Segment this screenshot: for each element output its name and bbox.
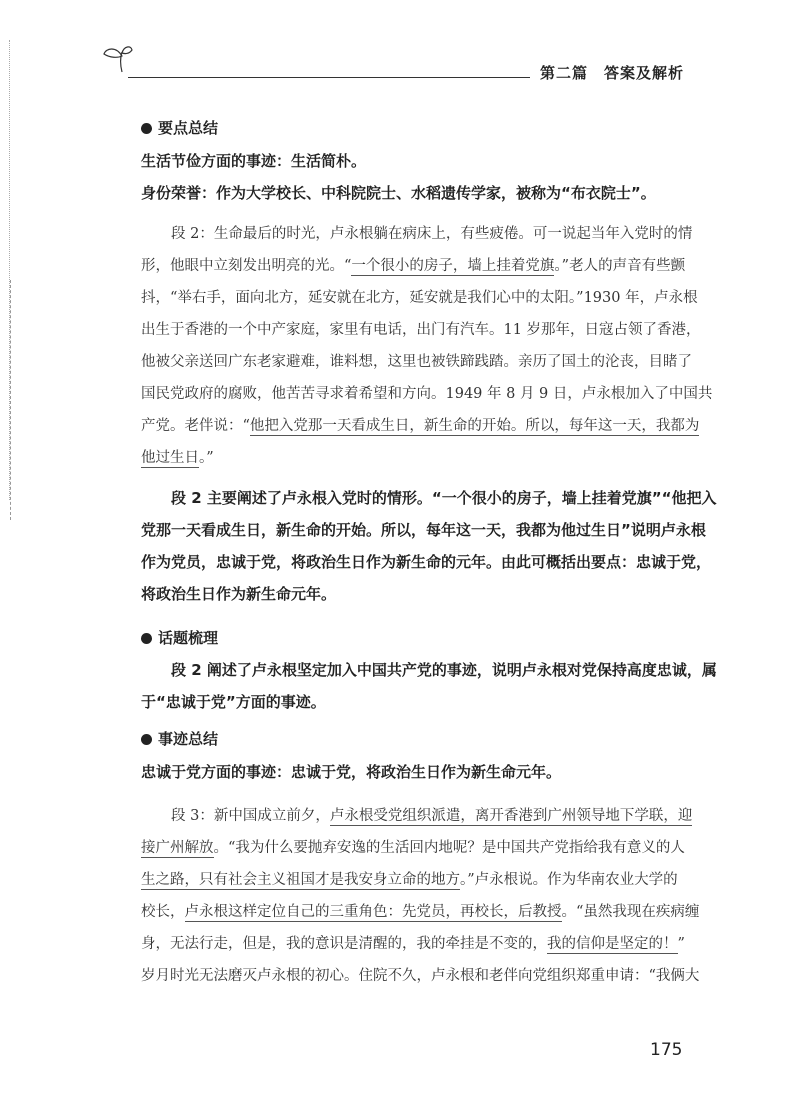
analysis-block: [141, 482, 717, 610]
text-line: 形，他眼中立刻发出明亮的光。“一个很小的房子，墙上挂着党旗。”老人的声音有些颤: [141, 258, 686, 274]
underlined-quote: 卢永根这样定位自己的三重角色：先党员，再校长，后教授: [184, 904, 562, 920]
text-line: 身，无法行走，但是，我的意识是清醒的，我的牵挂是不变的，我的信仰是坚定的！”: [141, 936, 685, 952]
underlined-quote: 我的信仰是坚定的！: [547, 936, 678, 952]
header-title: 第二篇 答案及解析: [540, 64, 685, 82]
topic-line: 于“忠诚于党”方面的事迹。: [141, 693, 326, 711]
header-rule: [128, 77, 530, 78]
underlined-quote: 生之路，只有社会主义祖国才是我安身立命的地方: [141, 872, 460, 888]
page-number: 175: [650, 1040, 683, 1060]
paragraph-3: [141, 800, 700, 992]
underlined-quote: 卢永根受党组织派遣，离开香港到广州领导地下学联，迎: [329, 808, 693, 824]
analysis-line: 党那一天看成生日，新生命的开始。所以，每年这一天，我都为他过生日”说明卢永根: [141, 521, 706, 539]
bullet-icon: [141, 734, 152, 745]
topic-line: 段 2 阐述了卢永根坚定加入中国共产党的事迹，说明卢永根对党保持高度忠诚，属: [171, 661, 717, 679]
summary-line: 生活节俭方面的事迹：生活简朴。: [141, 152, 367, 170]
paragraph-2: [141, 218, 713, 474]
text-line: 国民党政府的腐败，他苦苦寻求着希望和方向。1949 年 8 月 9 日，卢永根加入了中国共: [141, 386, 713, 402]
analysis-line: 作为党员，忠诚于党，将政治生日作为新生命的元年。由此可概括出要点：忠诚于党，: [141, 553, 712, 571]
underlined-quote: 他过生日: [141, 450, 199, 466]
deeds-line: 忠诚于党方面的事迹：忠诚于党，将政治生日作为新生命元年。: [141, 763, 562, 781]
text-line: 接广州解放。“我为什么要抛弃安逸的生活回内地呢？是中国共产党指给我有意义的人: [141, 840, 685, 856]
section-heading-topic: 话题梳理: [141, 627, 218, 648]
text-line: 段 2：生命最后的时光，卢永根躺在病床上，有些疲倦。可一说起当年入党时的情: [171, 226, 693, 242]
text-line: 他被父亲送回广东老家避难，谁料想，这里也被铁蹄践踏。亲历了国土的沦丧，目睹了: [141, 354, 692, 370]
text-line: 出生于香港的一个中产家庭，家里有电话，出门有汽车。11 岁那年，日寇占领了香港，: [141, 322, 701, 338]
text-line: 岁月时光无法磨灭卢永根的初心。住院不久，卢永根和老伴向党组织郑重申请：“我俩大: [141, 968, 700, 984]
deeds-block: [141, 756, 693, 788]
underlined-quote: 接广州解放: [141, 840, 214, 856]
text-line: 生之路，只有社会主义祖国才是我安身立命的地方。”卢永根说。作为华南农业大学的: [141, 872, 678, 888]
bullet-icon: [141, 633, 152, 644]
analysis-line: 将政治生日作为新生命元年。: [141, 585, 337, 603]
text-line: 段 3：新中国成立前夕，卢永根受党组织派遣，离开香港到广州领导地下学联，迎: [171, 808, 693, 824]
leaf-sprout-icon: [100, 42, 134, 74]
bullet-icon: [141, 123, 152, 134]
underlined-quote: 一个很小的房子，墙上挂着党旗: [351, 258, 555, 274]
text-line: 产党。老伴说：“他把入党那一天看成生日，新生命的开始。所以，每年这一天，我都为: [141, 418, 700, 434]
summary-block: [141, 145, 693, 209]
binding-dashes: [10, 280, 13, 520]
analysis-line: 段 2 主要阐述了卢永根入党时的情形。“一个很小的房子，墙上挂着党旗”“他把入: [171, 489, 717, 507]
text-line: 校长，卢永根这样定位自己的三重角色：先党员，再校长，后教授。“虽然我现在疾病缠: [141, 904, 700, 920]
section-heading-deeds: 事迹总结: [141, 728, 218, 749]
section-heading-summary: 要点总结: [141, 117, 218, 138]
topic-block: [141, 654, 717, 718]
text-line: 他过生日。”: [141, 450, 214, 466]
text-line: 抖，“举右手，面向北方，延安就在北方，延安就是我们心中的太阳。”1930 年，卢永根: [141, 290, 698, 306]
summary-line: 身份荣誉：作为大学校长、中科院院士、水稻遗传学家，被称为“布衣院士”。: [141, 184, 656, 202]
underlined-quote: 他把入党那一天看成生日，新生命的开始。所以，每年这一天，我都为: [249, 418, 700, 434]
